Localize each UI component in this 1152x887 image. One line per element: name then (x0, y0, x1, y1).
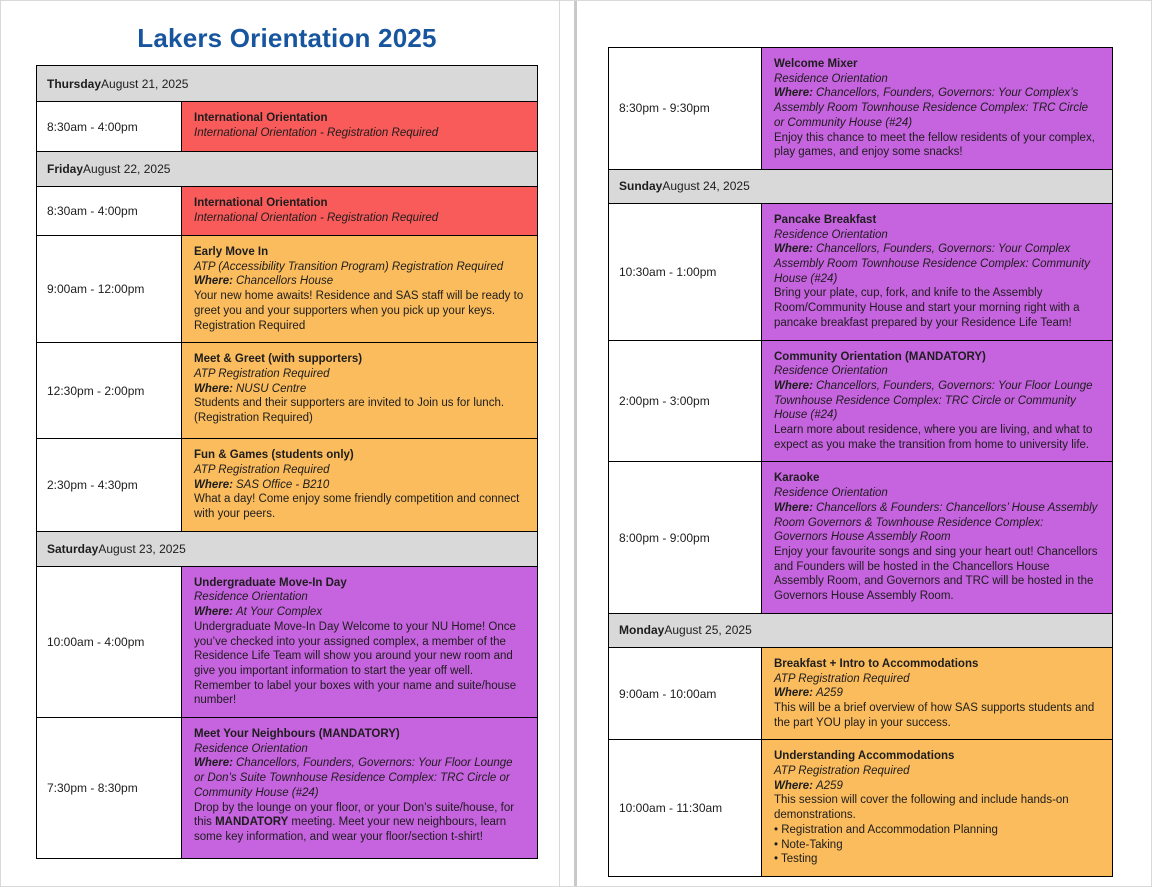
event-subtitle: Residence Orientation (774, 228, 888, 241)
where-label: Where: (194, 606, 233, 619)
event-note: (Registration Required) (194, 412, 313, 425)
event-description: Undergraduate Move-In Day Welcome to your NU Home! Once you’ve checked into your assigned complex, a member of the Residence Life Team will show you around your new room and give you important information to start the year off well. Remember to label your boxes with your name and suite/house number! (194, 620, 517, 707)
event-where (774, 501, 1100, 545)
event-where (194, 382, 525, 397)
event-title: Breakfast + Intro to Accommodations (774, 657, 979, 670)
event-details (182, 439, 537, 531)
event-description: Drop by the lounge on your floor, or your Don’s suite/house, for this MANDATORY meeting. Meet your new neighbours, learn some key information, and wear your floor/section t-shirt! (194, 801, 515, 843)
event-row-understanding-accommodations (609, 739, 1112, 876)
event-subtitle: Residence Orientation (194, 591, 308, 604)
day-name: Saturday (47, 541, 99, 556)
event-row-undergraduate-move-in (37, 566, 537, 717)
event-details (762, 341, 1112, 462)
event-row-community-orientation (609, 340, 1112, 462)
event-details (182, 187, 537, 235)
mandatory-emphasis: MANDATORY (211, 816, 292, 829)
day-date: August 22, 2025 (83, 162, 171, 176)
day-header-friday (37, 151, 537, 186)
event-title: Pancake Breakfast (774, 213, 877, 226)
event-title: International Orientation (194, 197, 328, 209)
event-where (774, 379, 1100, 423)
event-row-early-move-in (37, 235, 537, 342)
event-subtitle: Residence Orientation (194, 742, 308, 755)
day-header-saturday (37, 531, 537, 566)
where-label: Where: (774, 379, 813, 392)
event-where (774, 779, 1100, 794)
event-title: Undergraduate Move-In Day (194, 576, 347, 589)
event-details (182, 718, 537, 858)
bullet-item: • Note-Taking (774, 838, 843, 851)
event-row-international-friday (37, 186, 537, 235)
event-details (182, 343, 537, 438)
day-date: August 24, 2025 (662, 179, 750, 194)
where-value: Chancellors, Founders, Governors: Your Complex’s Assembly Room Townhouse Residence Complex: TRC Circle or Community House (#24) (774, 87, 1089, 129)
event-time: 8:30am - 4:00pm (37, 102, 182, 151)
event-title: Welcome Mixer (774, 58, 858, 70)
day-date: August 25, 2025 (664, 623, 752, 638)
event-details (762, 740, 1112, 876)
event-row-welcome-mixer (609, 48, 1112, 169)
event-subtitle: International Orientation - Registration Required (194, 211, 439, 224)
where-label: Where: (194, 382, 233, 395)
where-value: Chancellors, Founders, Governors: Your Floor Lounge or Don’s Suite Townhouse Residence Complex: TRC Circle or Community House (#24) (194, 757, 513, 799)
where-label: Where: (774, 687, 813, 700)
where-label: Where: (194, 757, 233, 770)
where-label: Where: (194, 275, 233, 288)
event-title: International Orientation (194, 112, 328, 124)
where-value: Chancellors & Founders: Chancellors’ House Assembly Room Governors & Townhouse Residence Complex: Governors House Assembly Room (774, 501, 1098, 544)
where-value: Chancellors, Founders, Governors: Your Complex Assembly Room Townhouse Residence Complex: Community House (#24) (774, 243, 1090, 285)
bullet-item: • Registration and Accommodation Planning (774, 823, 998, 836)
schedule-table-left (36, 65, 538, 859)
day-header-thursday (37, 66, 537, 101)
event-details (762, 462, 1112, 612)
event-description: Enjoy this chance to meet the fellow residents of your complex, play games, and enjoy some snacks! (774, 131, 1095, 159)
where-value: A259 (815, 687, 843, 700)
event-row-pancake-breakfast (609, 203, 1112, 340)
event-time: 2:30pm - 4:30pm (37, 439, 182, 531)
event-description: Your new home awaits! Residence and SAS staff will be ready to greet you and your supporters when you pick up your keys. (194, 290, 524, 317)
event-title: Early Move In (194, 246, 269, 258)
page-gap-divider (574, 1, 577, 886)
event-title: Karaoke (774, 472, 820, 485)
event-row-international-thursday (37, 101, 537, 151)
event-description: Students and their supporters are invited to Join us for lunch. (194, 397, 505, 410)
event-time: 7:30pm - 8:30pm (37, 718, 182, 858)
event-subtitle: Residence Orientation (774, 487, 888, 500)
page-title: Lakers Orientation 2025 (137, 23, 437, 53)
event-details (182, 236, 537, 342)
event-time: 2:00pm - 3:00pm (609, 341, 762, 462)
bullet-item: • Testing (774, 853, 818, 866)
event-time: 8:00pm - 9:00pm (609, 462, 762, 612)
event-title: Community Orientation (MANDATORY) (774, 350, 986, 363)
event-description: Learn more about residence, where you are living, and what to expect as you make the transition from home to university life. (774, 424, 1093, 451)
where-label: Where: (774, 501, 813, 514)
event-description: Enjoy your favourite songs and sing your heart out! Chancellors and Founders will be hosted in the Chancellors House Assembly Room, and Governors and TRC will be hosted in the Governors House Assembly Room. (774, 545, 1098, 603)
where-value: SAS Office - B210 (235, 478, 330, 491)
event-subtitle: ATP (Accessibility Transition Program) Registration Required (194, 260, 504, 273)
event-time: 12:30pm - 2:00pm (37, 343, 182, 438)
event-title: Meet & Greet (with supporters) (194, 353, 363, 366)
event-where (194, 478, 525, 493)
day-name: Friday (47, 162, 84, 176)
event-subtitle: ATP Registration Required (774, 672, 910, 685)
event-time: 9:00am - 12:00pm (37, 236, 182, 342)
event-time: 8:30pm - 9:30pm (609, 48, 762, 169)
event-description: Bring your plate, cup, fork, and knife to the Assembly Room/Community House and start your morning right with a pancake breakfast prepared by your Residence Life Team! (774, 287, 1080, 329)
where-value: A259 (815, 779, 843, 792)
event-details (762, 48, 1112, 169)
event-note: Registration Required (194, 319, 306, 332)
event-row-meet-and-greet (37, 342, 537, 438)
event-time: 10:00am - 11:30am (609, 740, 762, 876)
where-value: Chancellors House (235, 275, 334, 288)
event-subtitle: International Orientation - Registration Required (194, 126, 439, 139)
event-where (194, 605, 525, 620)
day-date: August 23, 2025 (98, 541, 186, 556)
event-details (762, 648, 1112, 740)
event-row-meet-your-neighbours (37, 717, 537, 858)
event-time: 9:00am - 10:00am (609, 648, 762, 740)
day-header-monday (609, 613, 1112, 647)
event-subtitle: ATP Registration Required (194, 367, 330, 380)
event-row-breakfast-intro-accommodations (609, 647, 1112, 740)
where-value: At Your Complex (235, 606, 323, 619)
where-label: Where: (774, 87, 813, 100)
day-name: Sunday (619, 179, 663, 194)
where-label: Where: (194, 478, 233, 491)
column-divider-line (559, 1, 560, 886)
where-label: Where: (774, 779, 813, 792)
day-name: Thursday (47, 76, 102, 91)
event-where (774, 86, 1100, 130)
event-description: This will be a brief overview of how SAS supports students and the part YOU play in your success. (774, 701, 1095, 729)
where-value: NUSU Centre (235, 382, 307, 395)
event-details (762, 204, 1112, 340)
event-time: 10:00am - 4:00pm (37, 567, 182, 717)
event-details (182, 567, 537, 717)
event-time: 8:30am - 4:00pm (37, 187, 182, 235)
where-value: Chancellors, Founders, Governors: Your Floor Lounge Townhouse Residence Complex: TRC Circle or Community House (#24) (774, 379, 1093, 422)
event-title: Understanding Accommodations (774, 750, 955, 763)
event-subtitle: Residence Orientation (774, 365, 888, 378)
event-subtitle: ATP Registration Required (774, 765, 910, 778)
event-details (182, 102, 537, 151)
schedule-table-right (608, 47, 1113, 877)
day-date: August 21, 2025 (101, 76, 189, 91)
event-title: Meet Your Neighbours (MANDATORY) (194, 728, 400, 741)
event-where (194, 756, 525, 800)
event-where (774, 686, 1100, 701)
event-description: This session will cover the following and include hands-on demonstrations. (774, 794, 1069, 822)
where-label: Where: (774, 243, 813, 256)
event-subtitle: Residence Orientation (774, 72, 888, 85)
event-where (194, 274, 525, 289)
day-name: Monday (619, 623, 665, 638)
event-title: Fun & Games (students only) (194, 449, 354, 462)
event-subtitle: ATP Registration Required (194, 463, 330, 476)
event-row-karaoke (609, 461, 1112, 612)
event-row-fun-and-games (37, 438, 537, 531)
event-description: What a day! Come enjoy some friendly competition and connect with your peers. (194, 493, 520, 521)
event-time: 10:30am - 1:00pm (609, 204, 762, 340)
event-where (774, 242, 1100, 286)
day-header-sunday (609, 169, 1112, 203)
